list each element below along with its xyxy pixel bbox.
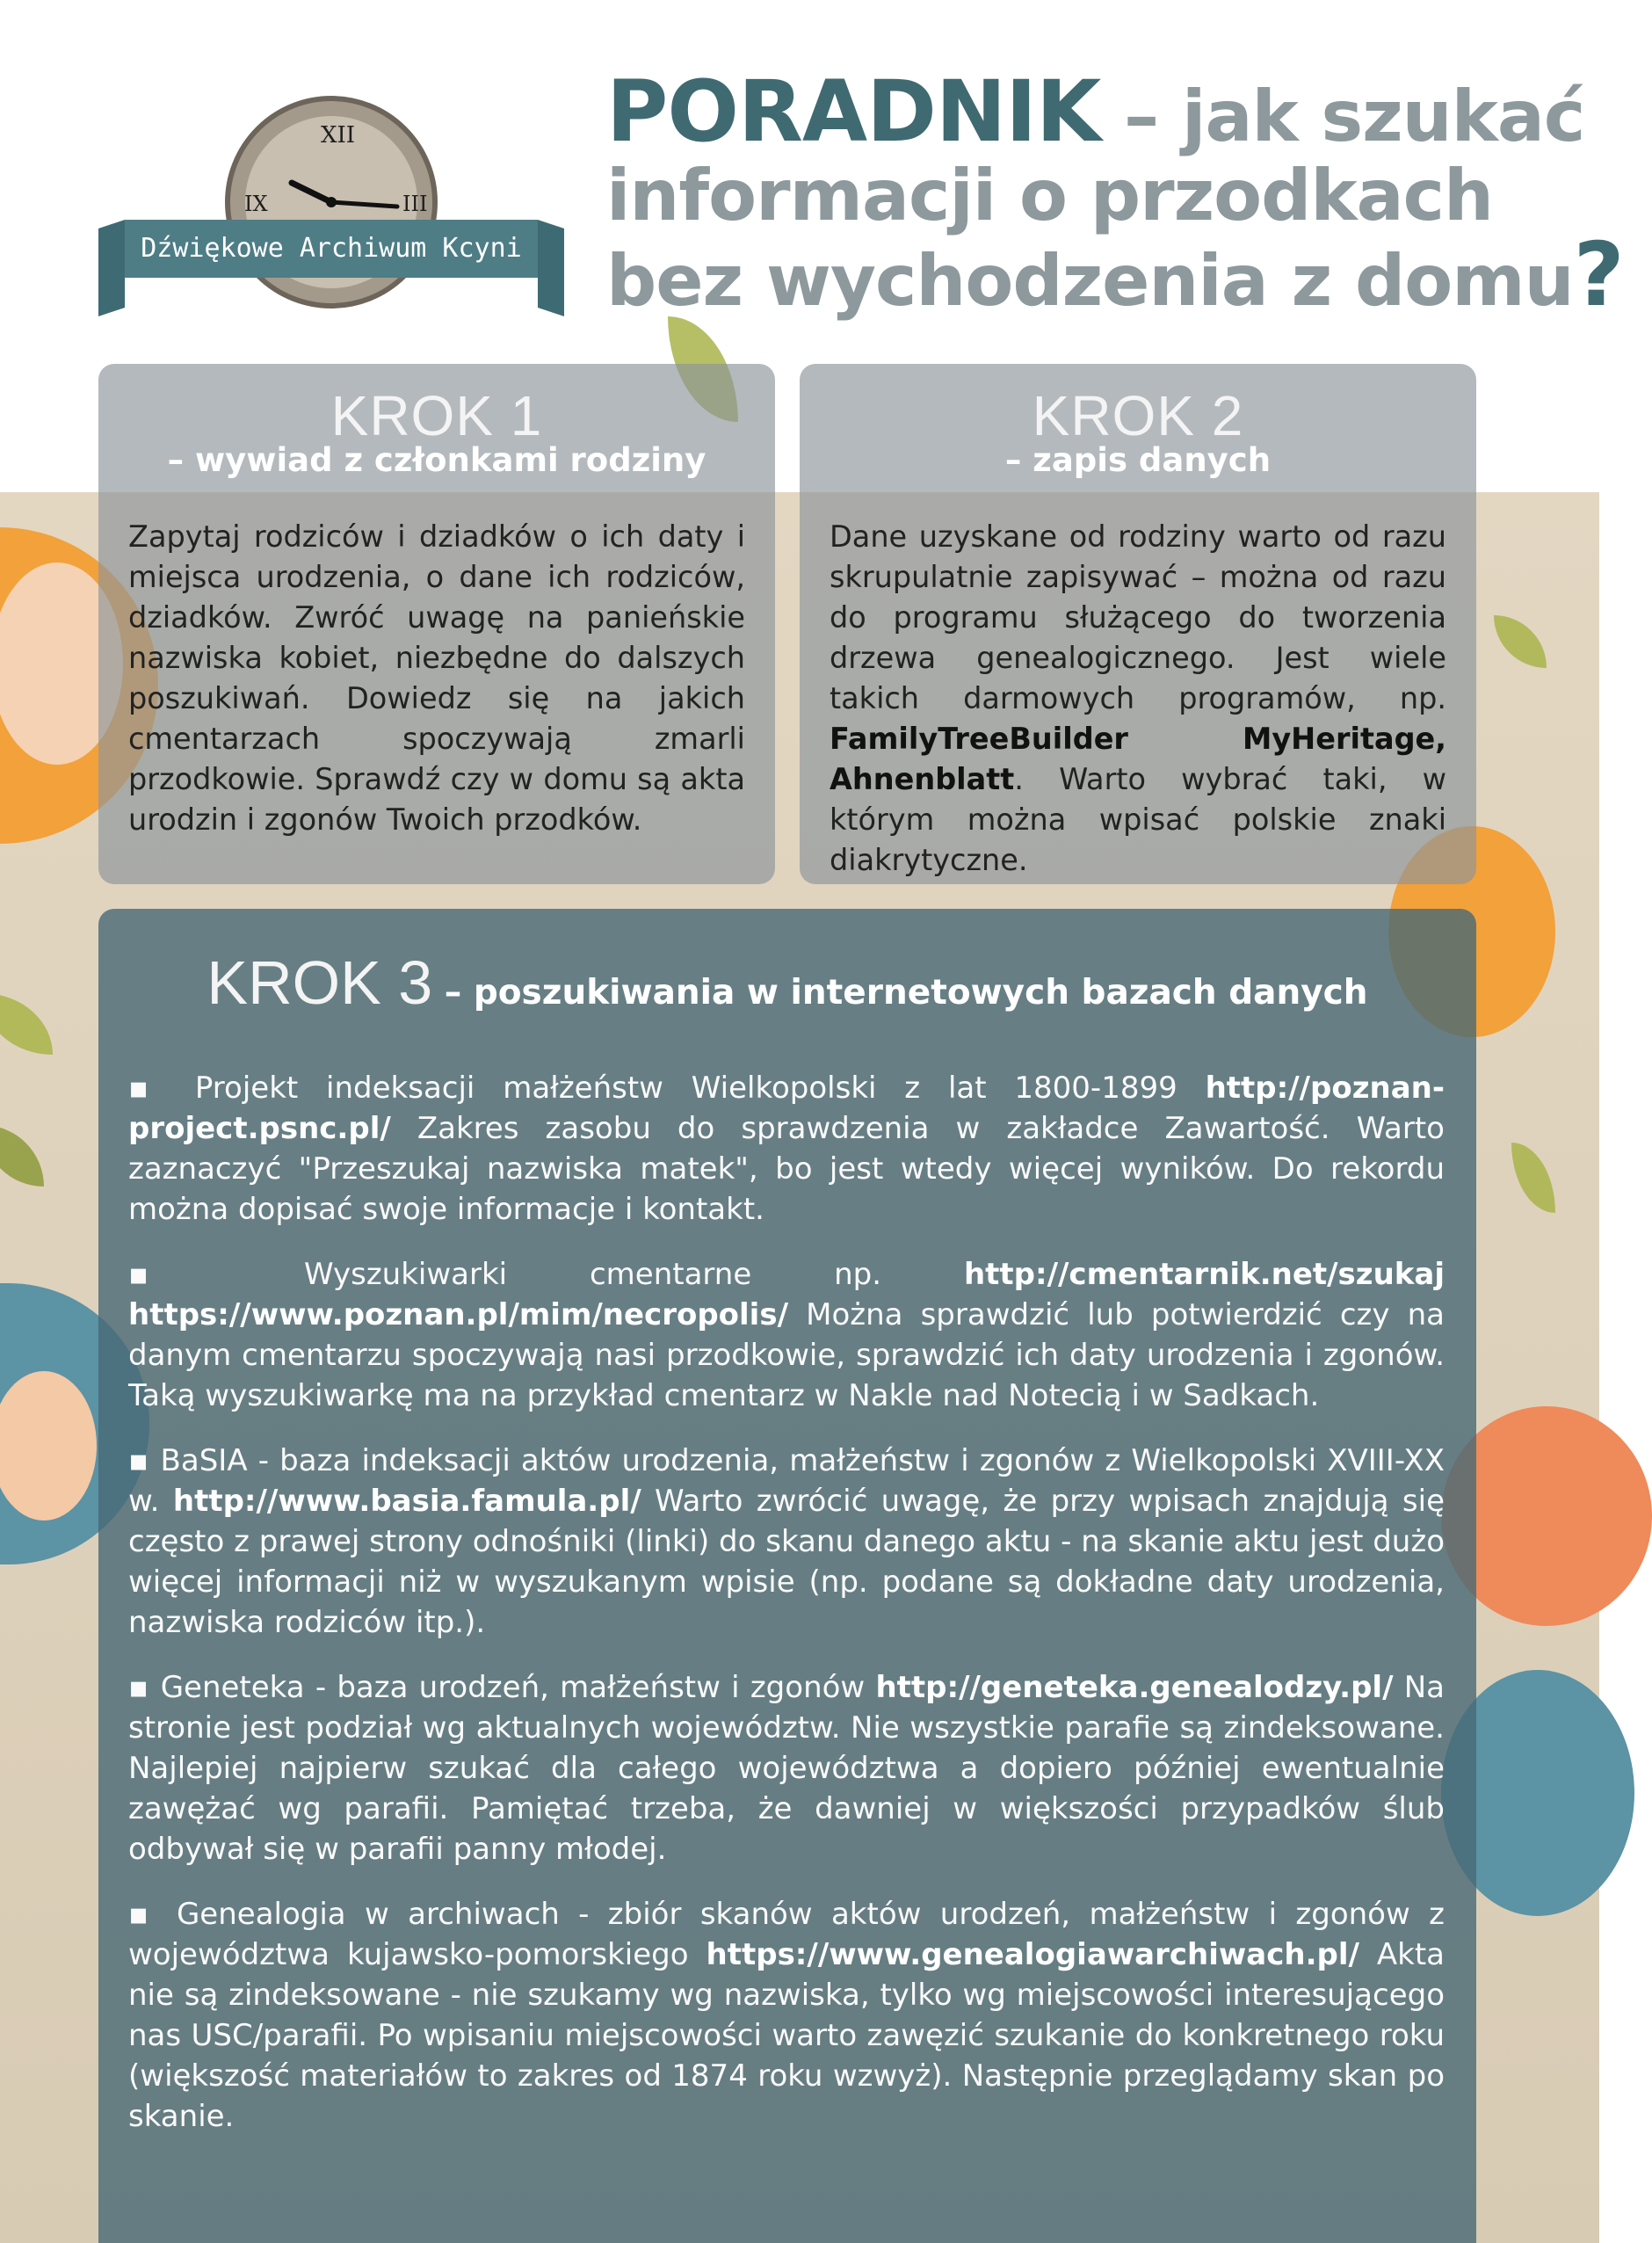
list-item — [128, 1254, 1445, 1416]
step2-card — [800, 364, 1476, 884]
step2-programs: FamilyTreeBuilder MyHeritage, Ahnenblatt — [830, 722, 1446, 796]
title-line-3: bez wychodzenia z domu — [606, 240, 1574, 322]
step3-title: KROK 3 — [206, 948, 433, 1017]
step2-text-a: Dane uzyskane od rodziny warto od razu skrupulatnie zapisywać – można od razu do programu służącego do tworzenia drzewa genealogicznego. Jest wiele takich darmowych programów, np. — [830, 519, 1446, 715]
step1-text: Zapytaj rodziców i dziadków o ich daty i miejsca urodzenia, o dane ich rodziców, dziadków. Zwróć uwagę na panieńskie nazwiska kobiet, niezbędne do dalszych poszukiwań. Dowiedz się na jakich cmentarzach spoczywają zmarli przodkowie. Sprawdź czy w domu są akta urodzin i zgonów Twoich przodków. — [128, 519, 745, 837]
title-line-2: informacji o przodkach — [606, 155, 1493, 236]
list-item — [128, 1441, 1445, 1643]
title-main: PORADNIK — [606, 62, 1101, 161]
title-question-mark: ? — [1573, 223, 1624, 326]
entry-description: Zakres zasobu do sprawdzenia w zakładce Zawartość. Warto zaznaczyć "Przeszukaj nazwiska matek", bo jest wtedy więcej wyników. Do rekordu można dopisać swoje informacje i kontakt. — [128, 1111, 1445, 1227]
list-item — [128, 1068, 1445, 1230]
entry-text: ▪ Genealogia w archiwach - zbiór skanów aktów urodzeń, małżeństw i zgonów z województwa kujawsko-pomorskiego — [128, 1897, 1445, 1972]
entry-text: ▪ Projekt indeksacji małżeństw Wielkopolski z lat 1800-1899 — [128, 1071, 1206, 1106]
resource-link[interactable]: http://cmentarnik.net/szukaj https://www.poznan.pl/mim/necropolis/ — [128, 1257, 1445, 1332]
step2-title: KROK 2 — [1032, 384, 1244, 447]
entry-text: ▪ BaSIA - baza indeksacji aktów urodzenia, małżeństw i zgonów z Wielkopolski XVIII-XX w. — [128, 1443, 1445, 1519]
step3-card — [98, 909, 1476, 2243]
entry-description: Akta nie są zindeksowane - nie szukamy wg nazwiska, tylko wg miejscowości interesującego nas USC/parafii. Po wpisaniu miejscowości warto zawęzić szukanie do konkretnego roku (większość materiałów to zakres od 1874 roku wzwyż). Następnie przeglądamy skan po skanie. — [128, 1937, 1446, 2134]
step1-card — [98, 364, 775, 884]
resource-link[interactable]: http://poznan-project.psnc.pl/ — [128, 1071, 1445, 1146]
step2-text — [830, 517, 1446, 881]
list-item — [128, 1667, 1445, 1869]
resource-link[interactable]: https://www.genealogiawarchiwach.pl/ — [706, 1937, 1359, 1972]
svg-text:IX: IX — [244, 192, 268, 216]
entry-description: Na stronie jest podział wg aktualnych województw. Nie wszystkie parafie są zindeksowane. Najlepiej najpierw szukać dla całego województwa a dopiero później ewentualnie zawężać wg parafii. Pamiętać trzeba, że dawniej w większości przypadków ślub odbywał się w parafii panny młodej. — [128, 1670, 1445, 1867]
step1-subtitle: – wywiad z członkami rodziny — [167, 441, 706, 479]
entry-text: ▪ Geneteka - baza urodzeń, małżeństw i zgonów — [128, 1670, 876, 1705]
step3-heading — [98, 947, 1476, 1034]
resource-list — [128, 1068, 1445, 2137]
entry-text: ▪ Wyszukiwarki cmentarne np. — [128, 1257, 964, 1292]
entry-description: Można sprawdzić lub potwierdzić czy na danym cmentarzu spoczywają nasi przodkowie, sprawdzić ich daty urodzenia i zgonów. Taką wyszukiwarkę ma na przykład cmentarz w Nakle nad Notecią i w Sadkach. — [128, 1297, 1445, 1413]
logo — [98, 97, 564, 325]
clock-logo-icon — [98, 97, 564, 325]
step3-subtitle: – poszukiwania w internetowych bazach danych — [432, 973, 1368, 1013]
entry-description: Warto zwrócić uwagę, że przy wpisach znajdują się często z prawej strony odnośniki (linki) do skanu danego aktu - na skanie aktu jest dużo więcej informacji niż w wyszukanym wpisie (np. podane są dokładne daty urodzenia, nazwiska rodziców itp.). — [128, 1484, 1445, 1640]
svg-text:III: III — [402, 192, 428, 216]
step2-subtitle: – zapis danych — [1004, 441, 1272, 479]
list-item — [128, 1894, 1445, 2137]
title-rest: – jak szukać — [1100, 76, 1585, 157]
resource-link[interactable]: http://www.basia.famula.pl/ — [172, 1484, 641, 1519]
logo-text: Dźwiękowe Archiwum Kcyni — [141, 233, 522, 264]
step1-title: KROK 1 — [330, 384, 543, 447]
step2-text-c: . Warto wybrać taki, w którym można wpisać polskie znaki diakrytyczne. — [830, 762, 1446, 877]
svg-text:XII: XII — [321, 122, 356, 149]
page-title — [606, 62, 1624, 326]
resource-link[interactable]: http://geneteka.genealodzy.pl/ — [875, 1670, 1394, 1705]
